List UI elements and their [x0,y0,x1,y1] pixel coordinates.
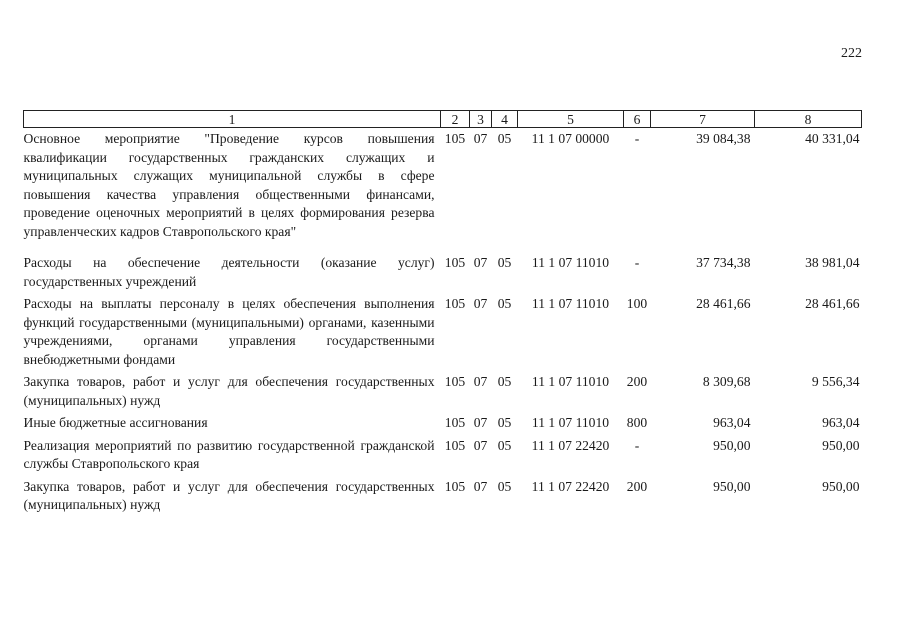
row-c7: 39 084,38 [696,131,751,146]
row-c7: 8 309,68 [702,374,751,389]
row-c3: 07 [473,374,488,389]
row-c2: 105 [444,437,466,453]
header-col-8: 8 [755,111,862,128]
header-col-7: 7 [651,111,755,128]
row-c8: 963,04 [822,415,860,430]
row-c8: 28 461,66 [805,296,860,311]
row-name: Закупка товаров, работ и услуг для обеспечения государственных (муниципальных) нужд [23,478,435,512]
row-c5: 11 1 07 22420 [531,437,610,453]
row-c6: 800 [626,415,648,430]
row-c2: 105 [444,296,466,311]
row-c8: 40 331,04 [805,131,860,146]
row-c2: 105 [444,374,466,389]
row-c4: 05 [497,255,512,270]
row-c4: 05 [497,437,512,453]
row-c6: - [634,255,640,270]
table-header [24,111,862,128]
row-c8: 9 556,34 [811,374,860,389]
table-row [24,295,862,373]
row-c8: 38 981,04 [805,255,860,270]
header-col-3: 3 [470,111,492,128]
row-c5: 11 1 07 11010 [531,374,610,389]
table-row [24,373,862,414]
row-c4: 05 [497,374,512,389]
row-c5: 11 1 07 22420 [531,478,610,494]
row-name: Расходы на выплаты персоналу в целях обеспечения выполнения функций государственными (муниципальными) органами, казенными учреждениями, органами управления государственными внебюджетными фондами [23,296,435,367]
header-col-2: 2 [441,111,470,128]
row-c6: 100 [626,296,648,311]
row-c7: 963,04 [713,415,751,430]
row-c2: 105 [444,255,466,270]
row-c5: 11 1 07 11010 [531,255,610,270]
row-c5: 11 1 07 00000 [531,131,610,146]
header-row [24,111,862,128]
row-c2: 105 [444,131,466,146]
table-row [24,478,862,519]
page-number: 222 [841,46,862,61]
budget-table [23,110,862,519]
row-name: Закупка товаров, работ и услуг для обеспечения государственных (муниципальных) нужд [23,374,435,408]
table-row [24,414,862,437]
row-name: Иные бюджетные ассигнования [23,415,208,430]
header-col-5: 5 [518,111,624,128]
row-c3: 07 [473,415,488,430]
row-c4: 05 [497,415,512,430]
row-c7: 28 461,66 [696,296,751,311]
row-c2: 105 [444,415,466,430]
row-c3: 07 [473,131,488,146]
table-row [24,128,862,255]
row-name: Основное мероприятие "Проведение курсов повышения квалификации государственных гражданских служащих и муниципальных служащих муниципальной службы в сфере повышения качества управления общественными финансами, проведение оценочных мероприятий в целях формирования резерва управленческих кадров Ставропольского края" [23,131,435,239]
header-col-4: 4 [492,111,518,128]
row-c7: 950,00 [713,478,751,494]
row-c8: 950,00 [822,437,860,453]
row-c3: 07 [473,296,488,311]
row-c5: 11 1 07 11010 [531,415,610,430]
table-body [24,128,862,519]
row-c3: 07 [473,478,488,494]
row-c8: 950,00 [822,478,860,494]
header-col-1: 1 [24,111,441,128]
header-col-6: 6 [624,111,651,128]
row-c4: 05 [497,131,512,146]
row-c6: 200 [626,478,648,494]
row-c4: 05 [497,296,512,311]
row-c4: 05 [497,478,512,494]
row-c7: 950,00 [713,437,751,453]
row-c6: 200 [626,374,648,389]
row-c7: 37 734,38 [696,255,751,270]
table-row [24,437,862,478]
table-row [24,254,862,295]
row-c3: 07 [473,437,488,453]
row-c2: 105 [444,478,466,494]
row-name: Расходы на обеспечение деятельности (оказание услуг) государственных учреждений [23,255,435,289]
row-c6: - [634,131,640,146]
row-name: Реализация мероприятий по развитию государственной гражданской службы Ставропольского края [23,437,435,471]
row-c6: - [634,437,640,453]
row-c3: 07 [473,255,488,270]
row-c5: 11 1 07 11010 [531,296,610,311]
